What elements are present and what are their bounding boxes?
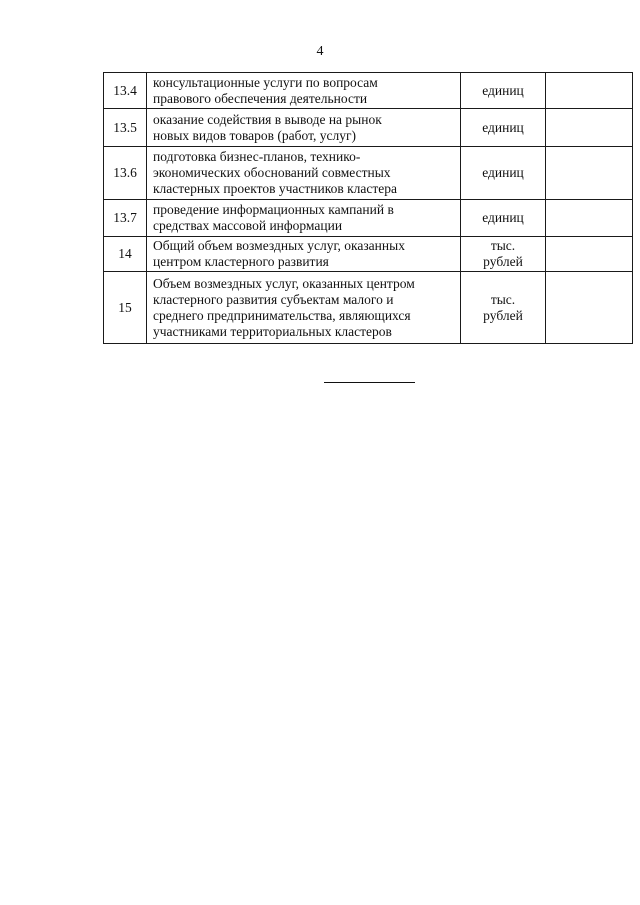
row-unit [461, 109, 546, 147]
description-line: среднего предпринимательства, являющихся [153, 307, 411, 323]
row-description [147, 73, 461, 109]
table-row [104, 73, 633, 109]
row-description [147, 109, 461, 147]
description-line: подготовка бизнес-планов, технико- [153, 149, 361, 164]
description-line: участниками территориальных кластеров [153, 323, 392, 339]
description-line: Объем возмездных услуг, оказанных центром [153, 275, 415, 291]
row-value [546, 200, 633, 237]
row-unit [461, 237, 546, 272]
row-unit [461, 200, 546, 237]
unit-line: рублей [483, 254, 523, 269]
description-line: новых видов товаров (работ, услуг) [153, 127, 356, 143]
table-row [104, 200, 633, 237]
description-line: правового обеспечения деятельности [153, 90, 368, 106]
end-of-document-rule [324, 382, 415, 383]
description-line: консультационные услуги по вопросам [153, 74, 378, 90]
row-number: 13.5 [104, 109, 147, 147]
row-number: 13.4 [104, 73, 147, 109]
table-row [104, 147, 633, 200]
description-line: средствах массовой информации [153, 218, 343, 233]
description-line: оказание содействия в выводе на рынок [153, 111, 382, 127]
row-unit [461, 272, 546, 344]
description-line: проведение информационных кампаний в [153, 202, 394, 217]
unit-line: единиц [482, 210, 524, 225]
row-value [546, 237, 633, 272]
unit-line: тыс. [490, 238, 516, 253]
unit-line: единиц [482, 119, 524, 135]
row-description [147, 272, 461, 344]
row-unit [461, 73, 546, 109]
description-line: Общий объем возмездных услуг, оказанных [153, 238, 405, 253]
row-description [147, 200, 461, 237]
row-value [546, 272, 633, 344]
indicators-table [103, 72, 633, 344]
description-line: кластерного развития субъектам малого и [153, 291, 394, 307]
table-row [104, 109, 633, 147]
row-description [147, 237, 461, 272]
row-value [546, 73, 633, 109]
table-row [104, 272, 633, 344]
unit-line: единиц [482, 82, 524, 98]
description-line: кластерных проектов участников кластера [153, 181, 397, 196]
row-value [546, 147, 633, 200]
unit-line: тыс. [490, 291, 516, 307]
table-row [104, 237, 633, 272]
row-unit [461, 147, 546, 200]
row-number: 14 [104, 237, 147, 272]
row-value [546, 109, 633, 147]
row-number: 13.6 [104, 147, 147, 200]
row-description [147, 147, 461, 200]
unit-line: рублей [483, 307, 523, 323]
unit-line: единиц [482, 165, 524, 180]
description-line: экономических обоснований совместных [153, 165, 391, 180]
row-number: 15 [104, 272, 147, 344]
page-number: 4 [316, 44, 324, 59]
description-line: центром кластерного развития [153, 254, 329, 269]
row-number: 13.7 [104, 200, 147, 237]
